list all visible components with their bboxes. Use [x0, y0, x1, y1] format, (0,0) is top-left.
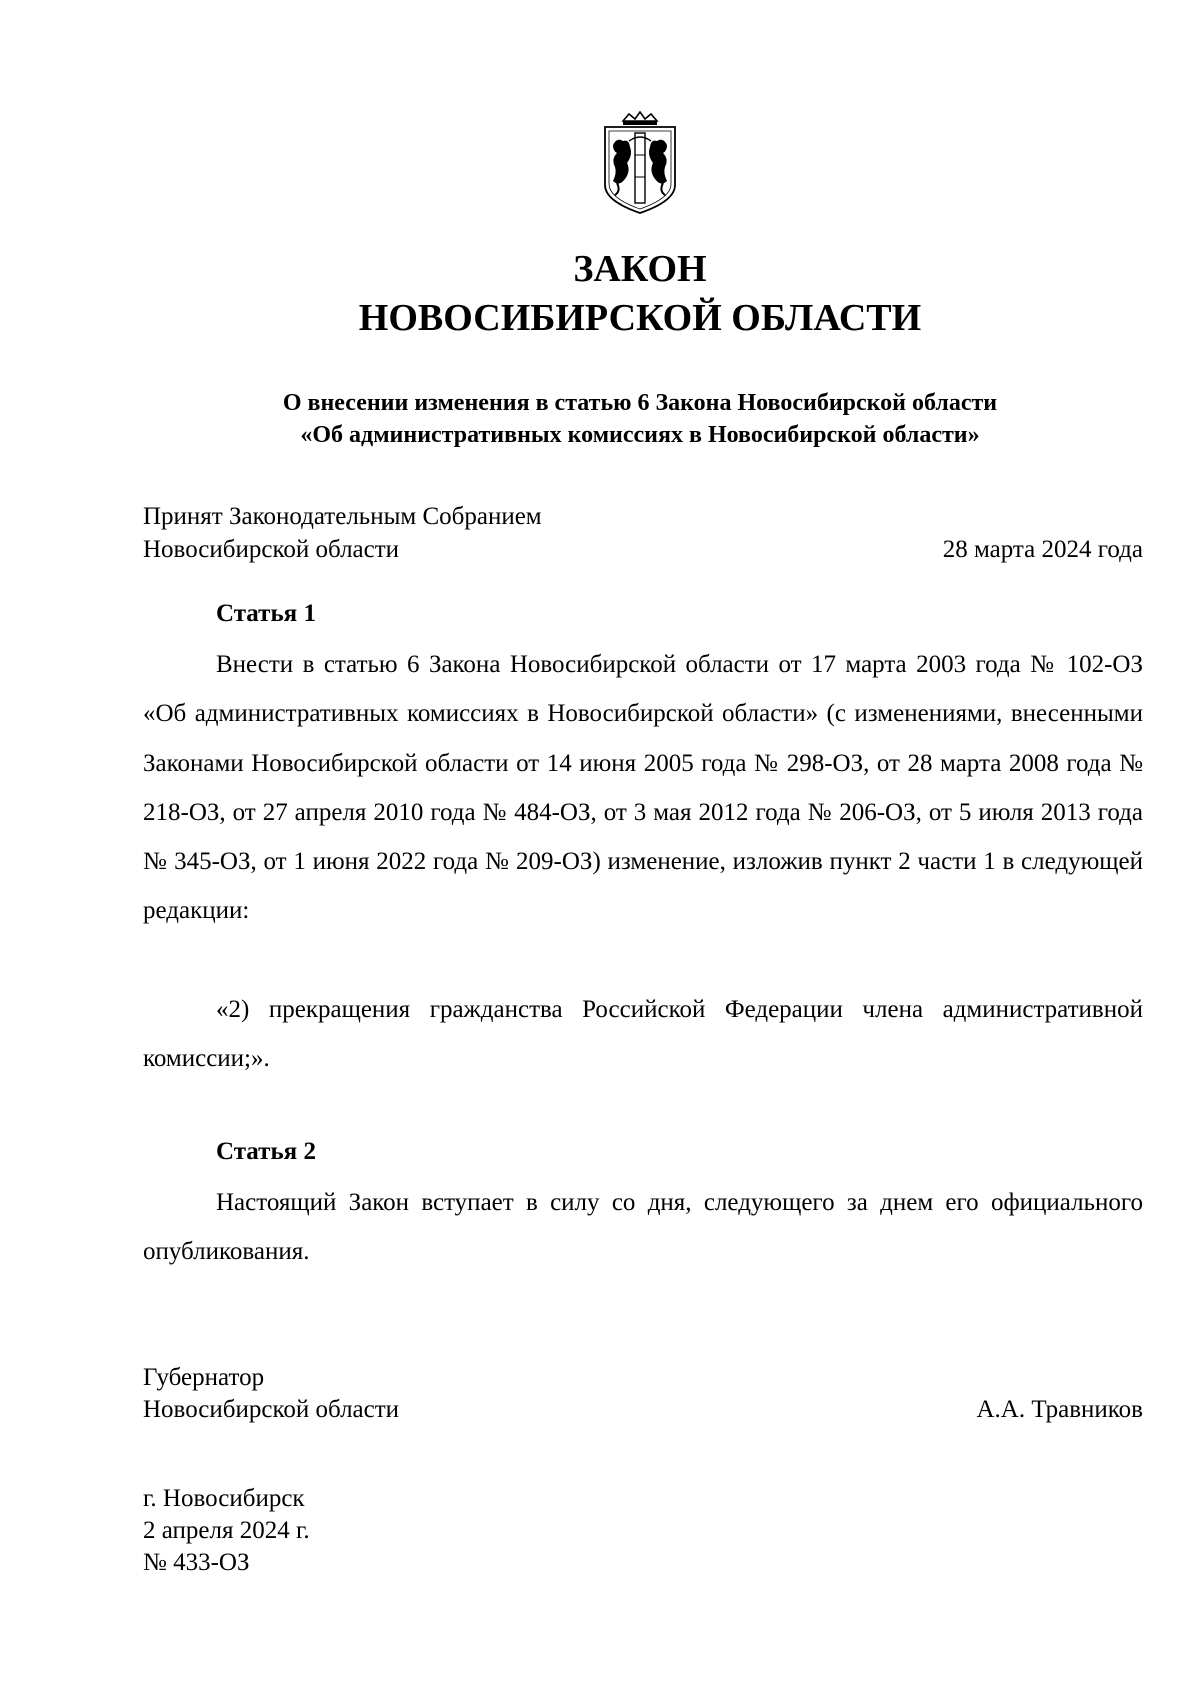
coat-of-arms-icon — [599, 111, 681, 215]
signature-title-line1: Губернатор — [143, 1364, 265, 1391]
document-title-line2: НОВОСИБИРСКОЙ ОБЛАСТИ — [358, 297, 922, 339]
article1-text: Внести в статью 6 Закона Новосибирской области от 17 марта 2003 года № 102-ОЗ «Об административных комиссиях в Новосибирской области» (с изменениями, внесенными Законами Новосибирской области от 14 июня 2005 года № 298-ОЗ, от 28 марта 2008 года № 218-ОЗ, от 27 апреля 2010 года № 484-ОЗ, от 3 мая 2012 года № 206-ОЗ, от 5 июля 2013 года № 345-ОЗ, от 1 июня 2022 года № 209-ОЗ) изменение, изложив пункт 2 части 1 в следующей редакции: — [143, 651, 1143, 925]
article2-text: Настоящий Закон вступает в силу со дня, следующего за днем его официального опубликования. — [143, 1189, 1143, 1266]
adoption-date: 28 марта 2024 года — [942, 536, 1143, 563]
adoption-line1: Принят Законодательным Собранием — [143, 503, 542, 530]
document-subtitle-line2: «Об административных комиссиях в Новосибирской области» — [300, 422, 980, 448]
article1-quote: «2) прекращения гражданства Российской Федерации члена административной комиссии;». — [143, 996, 1143, 1073]
footer-number: № 433-ОЗ — [143, 1549, 250, 1576]
footer-city: г. Новосибирск — [143, 1485, 305, 1512]
article2-heading: Статья 2 — [216, 1138, 316, 1165]
footer-date: 2 апреля 2024 г. — [143, 1517, 310, 1544]
adoption-line2: Новосибирской области — [143, 536, 400, 563]
signature-name: А.А. Травников — [976, 1396, 1143, 1423]
signature-title-line2: Новосибирской области — [143, 1396, 400, 1423]
document-title-line1: ЗАКОН — [573, 248, 707, 290]
article1-heading: Статья 1 — [216, 600, 316, 627]
document-subtitle-line1: О внесении изменения в статью 6 Закона Новосибирской области — [282, 390, 998, 416]
